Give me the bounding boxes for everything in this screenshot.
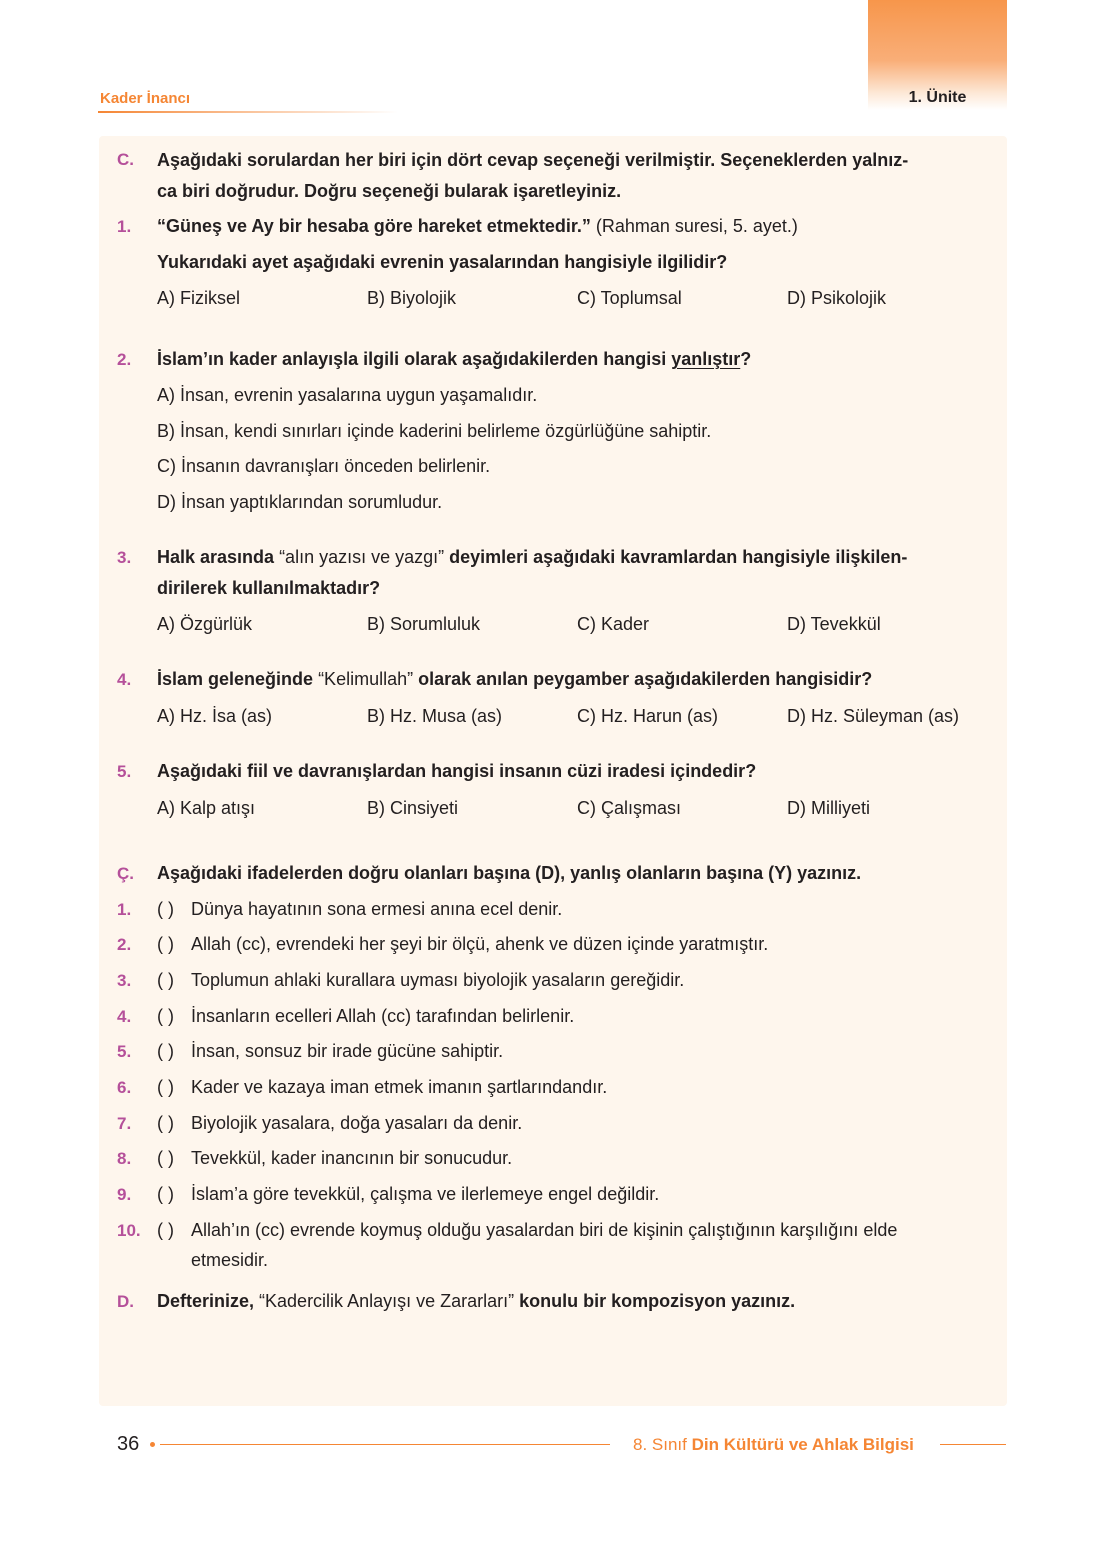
question-prompt: Yukarıdaki ayet aşağıdaki evrenin yasalarından hangisiyle ilgilidir? — [157, 252, 728, 272]
section-instruction: Defterinize, “Kadercilik Anlayışı ve Zararları” konulu bir kompozisyon yazınız. — [157, 1291, 796, 1311]
statement-text: Allah’ın (cc) evrende koymuş olduğu yasalardan biri de kişinin çalıştığının karşılığını elde — [191, 1220, 898, 1240]
statement-text: Allah (cc), evrendeki her şeyi bir ölçü, ahenk ve düzen içinde yaratmıştır. — [191, 934, 769, 954]
question-text: İslam geleneğinde “Kelimullah” olarak anılan peygamber aşağıdakilerden hangisidir? — [157, 669, 873, 689]
footer-dot — [150, 1442, 155, 1447]
question-text: “Güneş ve Ay bir hesaba göre hareket etmektedir.” (Rahman suresi, 5. ayet.) — [157, 216, 798, 236]
item-number: 5. — [117, 1042, 132, 1061]
option-c[interactable]: C) Hz. Harun (as) — [577, 706, 719, 726]
footer-divider — [160, 1444, 610, 1445]
option-b[interactable]: B) Biyolojik — [367, 288, 457, 308]
item-number: 3. — [117, 971, 132, 990]
answer-blank[interactable]: ( ) — [157, 1041, 174, 1061]
statement-text: İslam’a göre tevekkül, çalışma ve ilerlemeye engel değildir. — [191, 1184, 660, 1204]
statement-text: Kader ve kazaya iman etmek imanın şartlarındandır. — [191, 1077, 608, 1097]
unit-label: 1. Ünite — [908, 89, 967, 106]
section-instruction-cont: ca biri doğrudur. Doğru seçeneği bularak işaretleyiniz. — [157, 181, 622, 201]
option-c[interactable]: C) İnsanın davranışları önceden belirlenir. — [157, 456, 491, 476]
answer-blank[interactable]: ( ) — [157, 899, 174, 919]
question-text: İslam’ın kader anlayışla ilgili olarak aşağıdakilerden hangisi yanlıştır? — [157, 349, 752, 369]
item-number: 4. — [117, 1007, 132, 1026]
item-number: 1. — [117, 900, 132, 919]
answer-blank[interactable]: ( ) — [157, 1148, 174, 1168]
question-number: 2. — [117, 350, 132, 369]
section-instruction: Aşağıdaki sorulardan her biri için dört cevap seçeneği verilmiştir. Seçeneklerden yalnız- — [157, 150, 909, 170]
answer-blank[interactable]: ( ) — [157, 934, 174, 954]
option-d[interactable]: D) İnsan yaptıklarından sorumludur. — [157, 492, 443, 512]
page-number: 36 — [117, 1433, 140, 1455]
question-number: 4. — [117, 670, 132, 689]
item-number: 7. — [117, 1114, 132, 1133]
option-d[interactable]: D) Tevekkül — [787, 614, 881, 634]
section-instruction: Aşağıdaki ifadelerden doğru olanları başına (D), yanlış olanların başına (Y) yazınız. — [157, 863, 862, 883]
answer-blank[interactable]: ( ) — [157, 1113, 174, 1133]
question-number: 5. — [117, 762, 132, 781]
option-a[interactable]: A) Kalp atışı — [157, 798, 256, 818]
chapter-divider — [98, 111, 398, 113]
answer-blank[interactable]: ( ) — [157, 970, 174, 990]
option-d[interactable]: D) Psikolojik — [787, 288, 887, 308]
question-number: 3. — [117, 548, 132, 567]
statement-text: İnsanların ecelleri Allah (cc) tarafından belirlenir. — [191, 1006, 575, 1026]
item-number: 2. — [117, 935, 132, 954]
question-text: Halk arasında “alın yazısı ve yazgı” deyimleri aşağıdaki kavramlardan hangisiyle ilişkilen- — [157, 547, 908, 567]
option-a[interactable]: A) Özgürlük — [157, 614, 253, 634]
option-a[interactable]: A) İnsan, evrenin yasalarına uygun yaşamalıdır. — [157, 385, 538, 405]
option-b[interactable]: B) İnsan, kendi sınırları içinde kaderini belirleme özgürlüğüne sahiptir. — [157, 421, 712, 441]
statement-text-cont: etmesidir. — [191, 1250, 269, 1270]
question-text-cont: dirilerek kullanılmaktadır? — [157, 578, 381, 598]
question-number: 1. — [117, 217, 132, 236]
option-d[interactable]: D) Hz. Süleyman (as) — [787, 706, 960, 726]
statement-text: Tevekkül, kader inancının bir sonucudur. — [191, 1148, 513, 1168]
statement-text: İnsan, sonsuz bir irade gücüne sahiptir. — [191, 1041, 504, 1061]
option-c[interactable]: C) Kader — [577, 614, 650, 634]
section-letter: D. — [117, 1292, 134, 1311]
item-number: 6. — [117, 1078, 132, 1097]
footer-divider — [940, 1444, 1006, 1445]
option-b[interactable]: B) Sorumluluk — [367, 614, 481, 634]
option-d[interactable]: D) Milliyeti — [787, 798, 870, 818]
item-number: 10. — [117, 1221, 141, 1240]
item-number: 9. — [117, 1185, 132, 1204]
statement-text: Dünya hayatının sona ermesi anına ecel denir. — [191, 899, 563, 919]
item-number: 8. — [117, 1149, 132, 1168]
answer-blank[interactable]: ( ) — [157, 1220, 174, 1240]
statement-text: Biyolojik yasalara, doğa yasaları da denir. — [191, 1113, 523, 1133]
answer-blank[interactable]: ( ) — [157, 1077, 174, 1097]
answer-blank[interactable]: ( ) — [157, 1184, 174, 1204]
question-text: Aşağıdaki fiil ve davranışlardan hangisi insanın cüzi iradesi içindedir? — [157, 761, 757, 781]
option-a[interactable]: A) Fiziksel — [157, 288, 241, 308]
answer-blank[interactable]: ( ) — [157, 1006, 174, 1026]
book-title: 8. Sınıf Din Kültürü ve Ahlak Bilgisi — [633, 1435, 914, 1454]
statement-text: Toplumun ahlaki kurallara uyması biyolojik yasaların gereğidir. — [191, 970, 685, 990]
option-b[interactable]: B) Hz. Musa (as) — [367, 706, 503, 726]
chapter-title: Kader İnancı — [100, 90, 191, 107]
section-letter: Ç. — [117, 864, 134, 883]
option-b[interactable]: B) Cinsiyeti — [367, 798, 459, 818]
option-c[interactable]: C) Çalışması — [577, 798, 682, 818]
section-letter: C. — [117, 150, 134, 169]
option-c[interactable]: C) Toplumsal — [577, 288, 682, 308]
option-a[interactable]: A) Hz. İsa (as) — [157, 706, 273, 726]
